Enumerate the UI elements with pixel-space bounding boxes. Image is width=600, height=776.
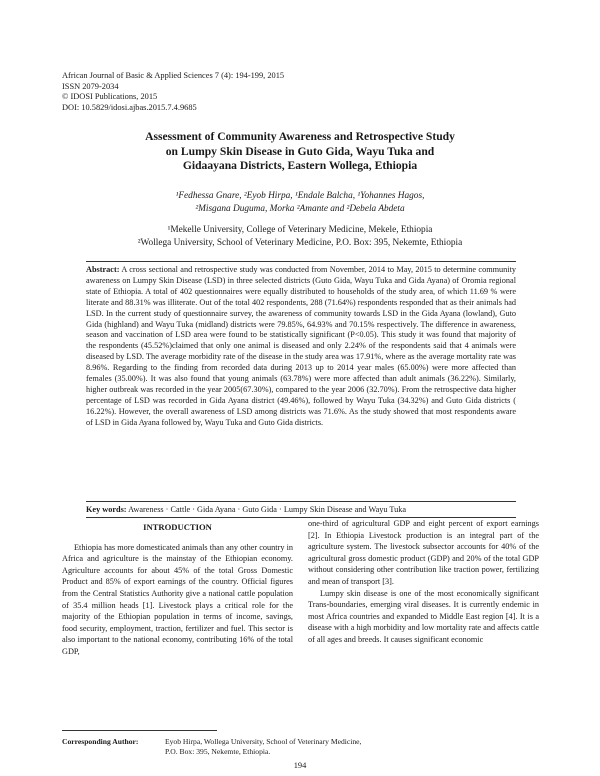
intro-paragraph-1: Ethiopia has more domesticated animals than any other country in Africa and agriculture is the mainstay of the Ethiopian economy. Agriculture accounts for about 45% of the total Gross Domestic Product and 85% of export earnings of the country. Official figures from the Central Statistics Authority give a national cattle population of 35.4 million heads [1]. Livestock plays a critical role for the majority of the Ethiopian population in terms of income, savings, food security, employment, traction, fertilizer and fuel. This sector is also important to the national economy, contributing 16% of the total GDP, (62, 542, 293, 656)
affiliation-2: ²Wollega University, School of Veterinary Medicine, P.O. Box: 395, Nekemte, Ethiopia (137, 238, 463, 248)
title-line-2: on Lumpy Skin Disease in Guto Gida, Wayu Tuka and (165, 144, 435, 158)
corresponding-label: Corresponding Author: (62, 737, 139, 746)
corresponding-line-2: P.O. Box: 395, Nekemte, Ethiopia. (165, 746, 271, 756)
authors-line-2: ²Misgana Duguma, Morka ²Amante and ²Debela Abdeta (195, 204, 405, 214)
keywords (86, 505, 516, 516)
title-line-1: Assessment of Community Awareness and Retrospective Study (145, 130, 455, 143)
introduction-heading: INTRODUCTION (143, 522, 212, 532)
corresponding-author (62, 737, 361, 756)
journal-issn: ISSN 2079-2034 (62, 81, 119, 91)
abstract (86, 265, 516, 429)
right-column (308, 518, 539, 646)
journal-header (62, 71, 362, 113)
paper-title (80, 130, 520, 174)
journal-citation: African Journal of Basic & Applied Sciences 7 (4): 194-199, 2015 (62, 71, 285, 80)
author-list (80, 190, 520, 216)
journal-doi: DOI: 10.5829/idosi.ajbas.2015.7.4.9685 (62, 102, 197, 112)
abstract-text: A cross sectional and retrospective study was conducted from November, 2014 to May, 2015 to determine community awareness on Lumpy Skin Disease (LSD) in three selected districts (Guto Gida, Wayu Tuka and Gida Ayana) of Oromia regional state of Ethiopia. A total of 402 questionnaires were equally distributed to households of the study area, of which 11.69 % were literate and 88.31% was illiterate. Out of the total 402 respondents, 288 (71.64%) respondents responded that as their animals had LSD. In the current study of questionnaire survey, the awareness of community towards LSD in the Gida Ayana (lowland), Guto Gida (highland) and Wayu Tuka (midland) districts were 79.85%, 64.93% and 70.15% respectively. The difference in awareness, season and vaccination of LSD area were found to be statistically significant (P<0.05). This study it was found that majority of the respondents (45.52%)claimed that only one animal is diseased and only 2.24% of the respondents said that 4 animals were diseased by LSD. The average morbidity rate of the disease in the study area was 17.91%, where as the average mortality rate was 8.96%. Regarding to the finding from recorded data during 2013 up to 2014 year males (65.00%) were more affected than females (35.00%). It was also found that young animals (63.78%) were more affected than adult animals (36.22%). Similarly, higher outbreak was recorded in the year 2005(67.30%), compared to the year 2006 (32.70%). From the retrospective data higher percentage of LSD was recorded in Gida Ayana district (49.46%), followed by Wayu Tuka (34.32%) and Guto Gida districts ( 16.22%). However, the overall awareness of LSD among districts was 71.6%. As the study showed that most respondents aware of LSD in Gida Ayana followed by, Wayu Tuka and Guto Gida districts. (86, 265, 517, 427)
left-column (62, 518, 293, 658)
corresponding-line-1: Eyob Hirpa, Wollega University, School of Veterinary Medicine, (165, 737, 362, 746)
authors-line-1: ¹Fedhessa Gnare, ²Eyob Hirpa, ¹Endale Balcha, ¹Yohannes Hagos, (175, 191, 425, 201)
title-line-3: Gidaayana Districts, Eastern Wollega, Ethiopia (182, 159, 418, 172)
abstract-bottom-rule (86, 501, 516, 502)
intro-paragraph-3: Lumpy skin disease is one of the most economically significant Trans-boundaries, emerging viral diseases. It is currently endemic in most Africa countries and expanded to Middle East region [4]. It is a disease with a high morbidity and low mortality rate and affects cattle of all ages and breeds. It causes significant economic (308, 588, 539, 644)
abstract-top-rule (86, 261, 516, 262)
footnote-rule (62, 730, 217, 731)
affiliations (80, 224, 520, 250)
affiliation-1: ¹Mekelle University, College of Veterinary Medicine, Mekele, Ethiopia (167, 225, 433, 235)
page-number: 194 (293, 761, 307, 770)
abstract-label: Abstract: (86, 265, 120, 274)
keywords-text: Awareness · Cattle · Gida Ayana · Guto Gida · Lumpy Skin Disease and Wayu Tuka (128, 505, 407, 514)
intro-paragraph-2: one-third of agricultural GDP and eight percent of export earnings [2]. In Ethiopia Livestock production is an integral part of the agriculture system. The livestock subsector accounts for 40% of the agricultural gross domestic product (GDP) and 20% of the total GDP without considering other contribution like traction power, fertilizing and mean of transport [3]. (308, 519, 539, 586)
journal-copyright: © IDOSI Publications, 2015 (62, 92, 158, 102)
keywords-label: Key words: (86, 505, 127, 514)
